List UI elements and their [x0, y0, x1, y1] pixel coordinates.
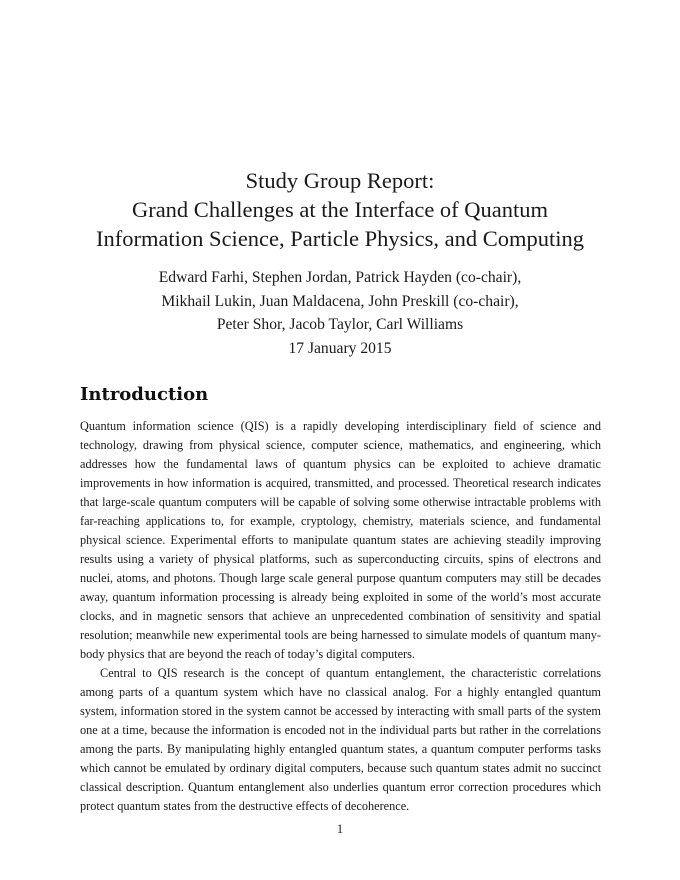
author-line-1: Edward Farhi, Stephen Jordan, Patrick Hayden (co-chair), — [158, 269, 522, 286]
paragraph-2: Central to QIS research is the concept of quantum entanglement, the characteristic correlations among parts of a quantum system which have no classical analog. For a highly entangled quantum system, information stored in the system cannot be accessed by interacting with small parts of the system one at a time, because the information is encoded not in the individual parts but rather in the correlations among the parts. By manipulating highly entangled quantum states, a quantum computer performs tasks which cannot be emulated by ordinary digital computers, because such quantum states admit no succinct classical description. Quantum entanglement also underlies quantum error correction procedures which protect quantum states from the destructive effects of decoherence. — [80, 666, 601, 813]
title-line-1: Study Group Report: — [245, 168, 435, 193]
section-heading-introduction: Introduction — [80, 384, 209, 405]
title-line-3: Information Science, Particle Physics, and Computing — [95, 226, 585, 251]
author-line-3: Peter Shor, Jacob Taylor, Carl Williams — [216, 316, 464, 333]
page-number: 1 — [336, 822, 344, 836]
paragraph-1: Quantum information science (QIS) is a rapidly developing interdisciplinary field of science and technology, drawing from physical science, computer science, mathematics, and engineering, which addresses how the fundamental laws of quantum physics can be exploited to achieve dramatic improvements in how information is acquired, transmitted, and processed. Theoretical research indicates that large-scale quantum computers will be capable of solving some otherwise intractable problems with far-reaching applications to, for example, cryptology, chemistry, materials science, and fundamental physical science. Experimental efforts to manipulate quantum states are achieving steadily improving results using a variety of physical platforms, such as superconducting circuits, spins of electrons and nuclei, atoms, and photons. Though large scale general purpose quantum computers may still be decades away, quantum information processing is already being exploited in some of the world’s most accurate clocks, and in magnetic sensors that achieve an unprecedented combination of sensitivity and spatial resolution; meanwhile new experimental tools are being harnessed to simulate models of quantum many-body physics that are beyond the reach of today’s digital computers. — [80, 419, 601, 661]
author-line-2: Mikhail Lukin, Juan Maldacena, John Preskill (co-chair), — [161, 292, 519, 310]
document-title — [0, 166, 680, 253]
author-list — [0, 266, 680, 337]
title-line-2: Grand Challenges at the Interface of Quantum — [131, 197, 549, 222]
section-body — [80, 417, 601, 816]
document-date: 17 January 2015 — [288, 340, 392, 357]
